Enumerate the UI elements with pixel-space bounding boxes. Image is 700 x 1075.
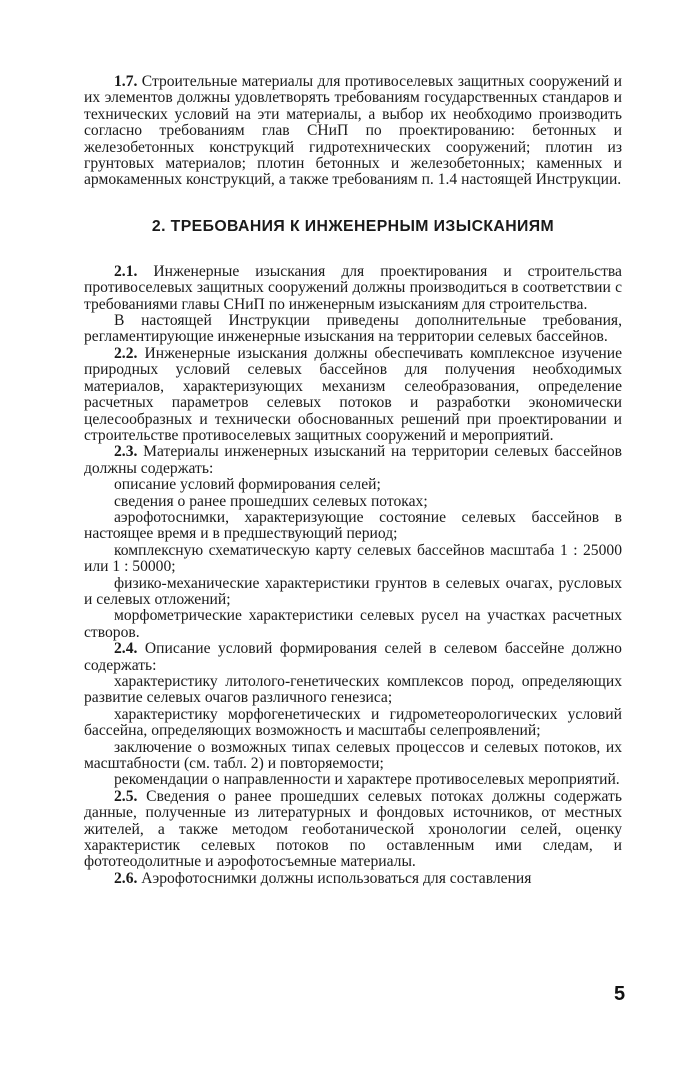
page-number: 5 [614, 983, 626, 1005]
clause-number: 2.3. [114, 443, 138, 461]
list-item: сведения о ранее прошедших селевых потоках; [114, 492, 428, 510]
clause-text: Сведения о ранее прошедших селевых потоках должны содержать данные, полученные из литературных и фондовых источников, от местных жителей, а также методом геоботанической хронологии селей, оценку характеристик селевых потоков по оставленным ими следам, и фототеодолитные и аэрофотосъемные материалы. [84, 787, 622, 871]
list-item: аэрофотоснимки, характеризующие состояние селевых бассейнов в настоящее время и в предшествующий период; [84, 508, 622, 543]
clause-2-5 [84, 789, 622, 871]
clause-text: Строительные материалы для противоселевых защитных сооружений и их элементов должны удовлетворять требованиям государственных стандаров и технических условий на эти материалы, а выбор их необходимо производить согласно требованиям глав СНиП по проектированию: бетонных и железобетонных конструкций гидротехнических сооружений; плотин из грунтовых материалов; плотин бетонных и железобетонных; каменных и армокаменных конструкций, а также требованиям п. 1.4 настоящей Инструкции. [84, 73, 622, 189]
list-item: описание условий формирования селей; [114, 476, 381, 494]
list-item: характеристику морфогенетических и гидрометеорологических условий бассейна, определяющих возможность и масштабы селепроявлений; [84, 705, 622, 740]
list-item: физико-механические характеристики грунтов в селевых очагах, русловых и селевых отложений; [84, 574, 622, 608]
clause-2-3 [84, 444, 622, 477]
clause-2-1 [84, 264, 622, 313]
clause-text: Инженерные изыскания для проектирования и строительства противоселевых защитных сооружений должны производиться в соответствии с требованиями главы СНиП по инженерным изысканиям для строительства. [84, 262, 622, 313]
clause-number: 2.6. [114, 869, 138, 887]
clause-number: 1.7. [114, 73, 138, 90]
clause-2-4 [84, 641, 622, 674]
clause-text: Аэрофотоснимки должны использоваться для составления [141, 869, 532, 887]
clause-text: Описание условий формирования селей в селевом бассейне должно содержать: [84, 640, 622, 674]
paragraph-additional: В настоящей Инструкции приведены дополнительные требования, регламентирующие инженерные изыскания на территории селевых бассейнов. [84, 312, 622, 346]
clause-text: Инженерные изыскания должны обеспечивать комплексное изучение природных условий селевых бассейнов для получения необходимых материалов, характеризующих механизм селеобразования, определение расчетных параметров селевых потоков и разработки экономически целесообразных и технически обоснованных решений при проектировании и строительстве противоселевых защитных сооружений и мероприятий. [84, 344, 622, 444]
clause-number: 2.5. [114, 787, 138, 805]
clause-number: 2.4. [114, 640, 138, 658]
clause-text: Материалы инженерных изысканий на территории селевых бассейнов должны содержать: [84, 443, 622, 477]
clause-2-2 [84, 346, 622, 444]
clause-number: 2.2. [114, 344, 138, 362]
list-item: комплексную схематическую карту селевых бассейнов масштаба 1 : 25000 или 1 : 50000; [84, 541, 622, 576]
clause-2-6 [84, 871, 622, 887]
list-item: заключение о возможных типах селевых процессов и селевых потоков, их масштабности (см. табл. 2) и повторяемости; [84, 738, 622, 773]
section-heading: 2. ТРЕБОВАНИЯ К ИНЖЕНЕРНЫМ ИЗЫСКАНИЯМ [151, 217, 555, 235]
list-item: характеристику литолого-генетических комплексов пород, определяющих развитие селевых очагов различного генезиса; [84, 673, 622, 707]
list-item: рекомендации о направленности и характере противоселевых мероприятий. [114, 771, 620, 789]
document-page [84, 74, 622, 887]
list-item: морфометрические характеристики селевых русел на участках расчетных створов. [84, 607, 622, 641]
clause-number: 2.1. [114, 262, 138, 280]
clause-1-7 [84, 74, 622, 189]
